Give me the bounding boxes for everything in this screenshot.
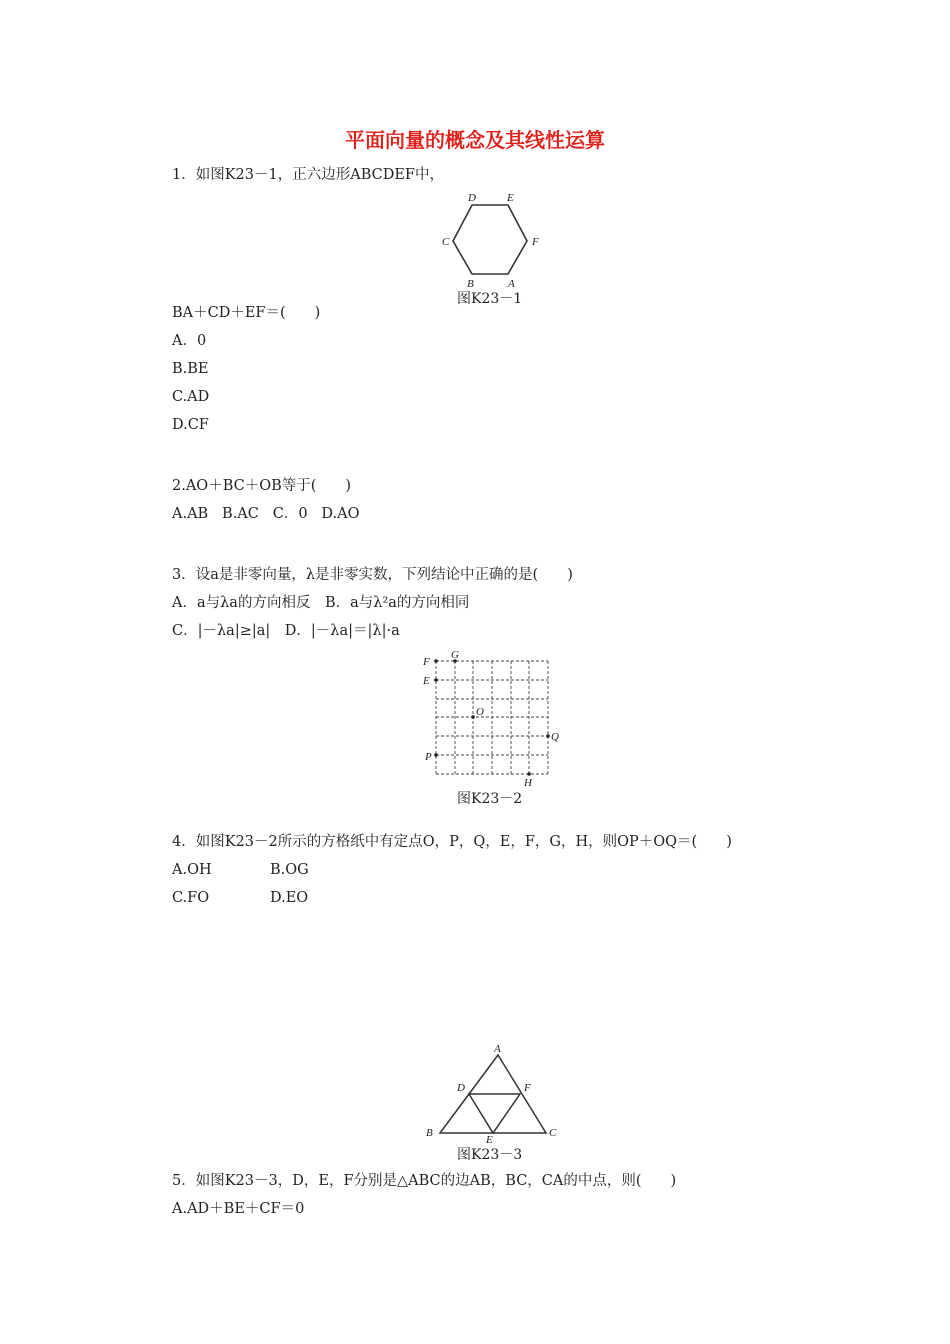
vertex-label-c: C — [442, 236, 450, 248]
point-p — [434, 753, 438, 757]
point-label-h: H — [524, 777, 532, 789]
q4-stem: 4．如图K23－2所示的方格纸中有定点O，P，Q，E，F，G，H，则OP＋OQ＝( ) — [172, 834, 732, 850]
q3-options-cd: C．|－λa|≥|a| D．|－λa|＝|λ|·a — [172, 623, 400, 639]
q2-option-a: A.AB — [172, 506, 209, 522]
point-label-f: F — [524, 1082, 531, 1094]
q4-option-d: D.EO — [270, 890, 309, 906]
q2-option-d: D.AO — [321, 506, 360, 522]
page-title: 平面向量的概念及其线性运算 — [345, 128, 605, 152]
point-label-b: B — [426, 1127, 433, 1139]
q4-option-c: C.FO — [172, 890, 210, 906]
q1-option-d: D.CF — [172, 417, 209, 433]
q2-option-b: B.AC — [222, 506, 259, 522]
point-label-g: G — [451, 649, 459, 661]
point-o — [471, 715, 475, 719]
point-label-q: Q — [551, 731, 559, 743]
triangle-figure — [420, 1040, 565, 1145]
point-e — [434, 678, 438, 682]
vertex-label-e: E — [507, 192, 514, 204]
q1-option-c: C.AD — [172, 389, 210, 405]
q2-stem: 2.AO＋BC＋OB等于( ) — [172, 478, 352, 494]
point-label-f: F — [423, 656, 430, 668]
q1-stem: 1．如图K23－1，正六边形ABCDEF中， — [172, 167, 444, 183]
grid-lines — [436, 661, 548, 774]
vertex-label-f: F — [532, 236, 539, 248]
point-label-e: E — [423, 675, 430, 687]
q1-option-a: A．0 — [172, 333, 207, 349]
q1-expression: BA＋CD＋EF＝( ) — [172, 305, 321, 321]
triangle-def — [469, 1094, 520, 1133]
vertex-label-a: A — [508, 278, 515, 290]
q4-option-a: A.OH — [172, 862, 212, 878]
vertex-label-b: B — [467, 278, 474, 290]
q2-option-c: C．0 — [272, 506, 308, 522]
figure-caption-k23-1: 图K23－1 — [457, 291, 523, 307]
figure-caption-k23-3: 图K23－3 — [457, 1147, 523, 1163]
grid-figure — [418, 648, 568, 790]
point-q — [546, 734, 550, 738]
point-label-c: C — [549, 1127, 557, 1139]
hexagon-figure — [430, 185, 550, 290]
q4-option-b: B.OG — [270, 862, 309, 878]
hexagon-shape — [453, 205, 527, 274]
q5-stem: 5．如图K23－3，D，E，F分别是△ABC的边AB，BC，CA的中点，则( ) — [172, 1173, 677, 1189]
figure-caption-k23-2: 图K23－2 — [457, 791, 523, 807]
q3-options-ab: A．a与λa的方向相反 B．a与λ²a的方向相同 — [172, 595, 470, 611]
point-label-d: D — [457, 1082, 465, 1094]
point-label-a: A — [494, 1043, 501, 1055]
q5-option-a: A.AD＋BE＋CF＝0 — [172, 1201, 305, 1217]
point-label-o: O — [476, 706, 484, 718]
q2-options — [172, 505, 359, 523]
point-label-e: E — [486, 1134, 493, 1145]
q3-stem: 3．设a是非零向量，λ是非零实数，下列结论中正确的是( ) — [172, 567, 573, 583]
point-h — [527, 772, 531, 776]
q1-option-b: B.BE — [172, 361, 209, 377]
point-label-p: P — [425, 751, 432, 763]
vertex-label-d: D — [468, 192, 476, 204]
point-f — [434, 659, 438, 663]
